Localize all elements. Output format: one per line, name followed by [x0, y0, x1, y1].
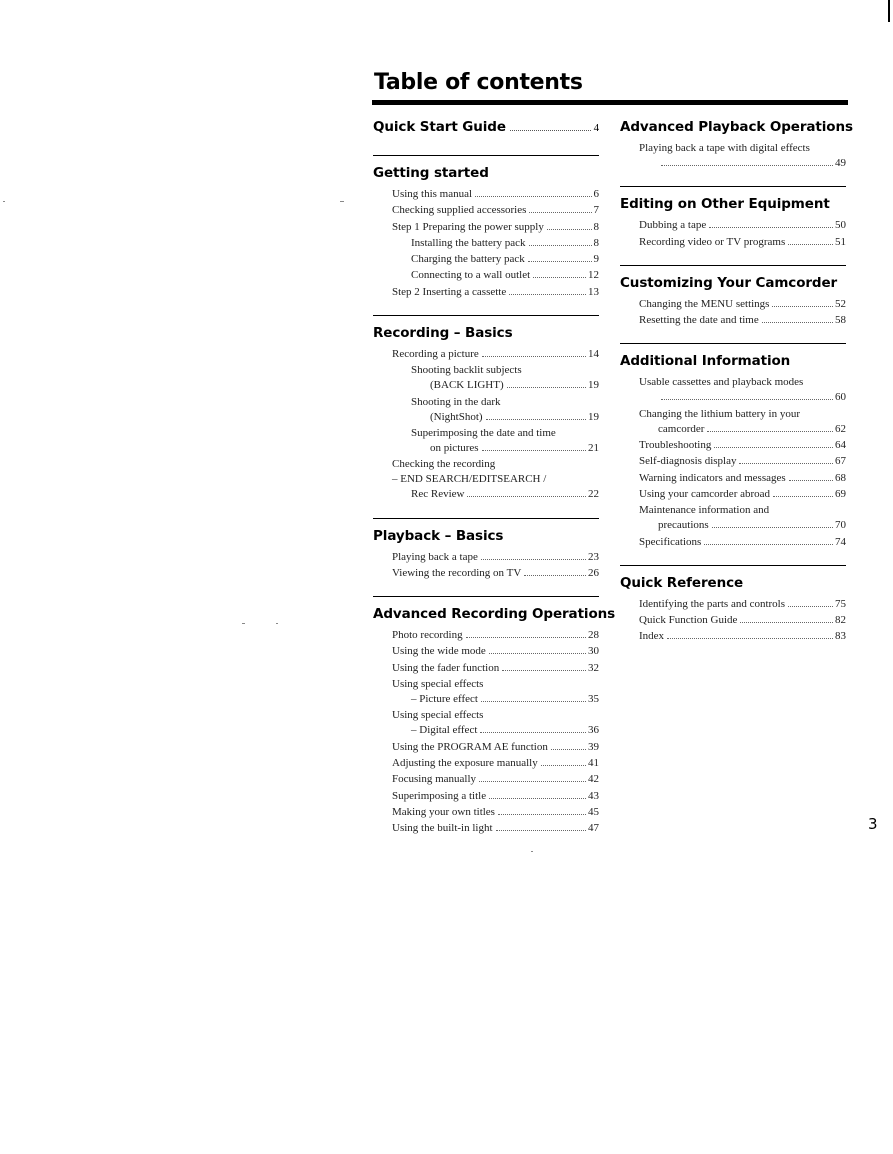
entry-list	[620, 141, 846, 171]
entry-label: Recording a picture	[392, 348, 479, 361]
toc-entry[interactable]	[392, 644, 599, 659]
entry-row	[392, 187, 599, 202]
toc-section	[373, 596, 616, 836]
toc-entry[interactable]	[392, 772, 599, 787]
section-title	[373, 110, 599, 135]
dot-leader	[547, 229, 592, 230]
entry-label: Using the wide mode	[392, 645, 486, 658]
entry-page-number: 62	[835, 422, 846, 435]
dot-leader	[482, 356, 586, 357]
dot-leader	[762, 322, 833, 323]
entry-page-number: 35	[588, 693, 599, 706]
entry-row	[392, 756, 599, 771]
dot-leader	[529, 212, 591, 213]
dot-leader	[481, 701, 586, 702]
entry-label: Quick Function Guide	[639, 614, 738, 627]
toc-entry[interactable]	[392, 220, 599, 235]
dot-leader	[661, 165, 833, 166]
dot-leader	[712, 527, 833, 528]
entry-row	[639, 235, 846, 250]
entry-label: Photo recording	[392, 629, 463, 642]
entry-page-number: 47	[588, 822, 599, 835]
toc-section	[620, 343, 846, 549]
toc-entry[interactable]	[392, 363, 599, 393]
entry-label: Checking supplied accessories	[392, 204, 527, 217]
toc-entry[interactable]	[392, 252, 599, 267]
entry-label: (NightShot)	[430, 410, 483, 423]
entry-label: Focusing manually	[392, 773, 477, 786]
entry-row	[392, 772, 599, 787]
toc-entry[interactable]	[392, 268, 599, 283]
toc-entry[interactable]	[639, 454, 846, 469]
entry-label: Troubleshooting	[639, 439, 712, 452]
entry-page-number: 74	[835, 535, 846, 548]
entry-page-number: 42	[588, 773, 599, 786]
entry-row	[392, 628, 599, 643]
toc-entry[interactable]	[392, 347, 599, 362]
toc-section	[620, 565, 846, 645]
section-spacer	[373, 301, 599, 315]
entry-page-number: 36	[588, 724, 599, 737]
dot-leader	[466, 637, 586, 638]
entry-row	[392, 220, 599, 235]
entry-label: Using the built-in light	[392, 822, 493, 835]
entry-row	[639, 629, 846, 644]
entry-text-line: Changing the lithium battery in your	[639, 407, 801, 420]
entry-text-line: Checking the recording	[392, 458, 496, 471]
toc-entry[interactable]	[639, 471, 846, 486]
entry-page-number: 51	[835, 235, 846, 248]
entry-text-line: Superimposing the date and time	[411, 426, 556, 439]
entry-row	[639, 454, 846, 469]
entry-row	[639, 535, 846, 550]
section-title: Customizing Your Camcorder	[620, 274, 838, 291]
entry-row	[392, 723, 599, 738]
toc-section	[373, 110, 599, 135]
dot-leader	[773, 496, 833, 497]
entry-label: precautions	[658, 519, 709, 532]
toc-section	[373, 518, 599, 581]
dot-leader	[481, 559, 586, 560]
entry-row	[639, 597, 846, 612]
toc-entry[interactable]	[392, 187, 599, 202]
entry-list	[373, 628, 599, 836]
entry-label: Rec Review	[411, 488, 465, 501]
toc-entry[interactable]	[639, 235, 846, 250]
section-spacer	[620, 329, 846, 343]
toc-entry[interactable]	[639, 297, 846, 312]
entry-page-number: 7	[593, 204, 599, 217]
corner-crop-mark	[888, 0, 890, 22]
entry-page-number: 22	[588, 488, 599, 501]
section-spacer	[620, 251, 846, 265]
entry-label: Making your own titles	[392, 805, 495, 818]
toc-entry[interactable]	[639, 218, 846, 233]
entry-label: Specifications	[639, 535, 702, 548]
entry-row	[639, 518, 846, 533]
toc-left-column	[373, 110, 616, 837]
toc-entry[interactable]	[392, 756, 599, 771]
entry-page-number: 26	[588, 566, 599, 579]
toc-entry[interactable]	[639, 629, 846, 644]
entry-list	[620, 597, 846, 645]
scan-speck	[340, 201, 344, 202]
entry-row	[392, 644, 599, 659]
section-title: Advanced Playback Operations	[620, 119, 853, 135]
entry-list	[620, 375, 846, 549]
dot-leader	[509, 294, 586, 295]
dot-leader	[661, 399, 833, 400]
toc-section	[620, 265, 846, 328]
entry-page-number: 49	[835, 157, 846, 169]
toc-entry[interactable]	[392, 677, 599, 707]
section-spacer	[620, 172, 846, 186]
toc-entry[interactable]	[392, 395, 599, 425]
scan-speck	[242, 623, 245, 624]
entry-list	[373, 187, 599, 300]
entry-row	[639, 438, 846, 453]
section-page-number: 4	[593, 122, 599, 134]
dot-leader	[498, 814, 586, 815]
toc-entry[interactable]	[639, 438, 846, 453]
entry-label: Identifying the parts and controls	[639, 597, 786, 610]
entry-page-number: 19	[588, 379, 599, 392]
entry-label: Using the PROGRAM AE function	[392, 740, 548, 753]
dot-leader	[667, 638, 833, 639]
section-spacer	[373, 582, 599, 596]
entry-row	[639, 313, 846, 328]
entry-list	[620, 297, 846, 328]
entry-text-line: Using special effects	[392, 709, 484, 722]
entry-label: Step 2 Inserting a cassette	[392, 285, 507, 298]
toc-entry[interactable]	[639, 503, 846, 533]
toc-entry[interactable]	[639, 535, 846, 550]
toc-entry[interactable]	[639, 487, 846, 502]
scan-speck	[276, 623, 278, 624]
entry-row	[392, 805, 599, 820]
section-title: Editing on Other Equipment	[620, 196, 830, 213]
toc-section	[620, 186, 846, 249]
entry-label: Using the fader function	[392, 661, 500, 674]
entry-text-line: Shooting in the dark	[411, 395, 501, 408]
dot-leader	[489, 653, 586, 654]
section-title: Advanced Recording Operations	[373, 606, 616, 623]
toc-section	[373, 155, 599, 300]
scan-speck	[3, 201, 5, 202]
toc-entry[interactable]	[392, 566, 599, 581]
entry-row	[392, 550, 599, 565]
toc-entry[interactable]	[639, 141, 846, 171]
entry-page-number: 52	[835, 297, 846, 310]
entry-page-number: 50	[835, 219, 846, 232]
entry-text-line: Playing back a tape with digital effects	[639, 142, 810, 154]
entry-label: (BACK LIGHT)	[430, 379, 504, 392]
entry-page-number: 43	[588, 789, 599, 802]
toc-section	[373, 315, 599, 502]
entry-row	[392, 347, 599, 362]
page-number: 3	[868, 815, 878, 833]
entry-page-number: 83	[835, 630, 846, 643]
toc-entry[interactable]	[392, 708, 599, 738]
entry-page-number: 64	[835, 439, 846, 452]
section-spacer	[620, 551, 846, 565]
toc-right-column	[620, 110, 853, 646]
entry-label: Index	[639, 630, 665, 643]
dot-leader	[707, 431, 833, 432]
toc-entry[interactable]	[639, 613, 846, 628]
entry-label: Self-diagnosis display	[639, 455, 737, 468]
entry-row	[639, 390, 846, 405]
section-title-label: Quick Start Guide	[373, 119, 506, 135]
toc-entry[interactable]	[639, 407, 846, 437]
entry-page-number: 12	[588, 269, 599, 282]
entry-page-number: 39	[588, 740, 599, 753]
entry-row	[639, 487, 846, 502]
entry-row	[639, 422, 846, 437]
entry-row	[411, 410, 599, 425]
entry-row	[411, 252, 599, 267]
entry-label: Using your camcorder abroad	[639, 487, 771, 500]
entry-page-number: 45	[588, 805, 599, 818]
section-spacer	[373, 141, 599, 155]
entry-row	[639, 471, 846, 486]
dot-leader	[533, 277, 586, 278]
entry-row	[392, 661, 599, 676]
dot-leader	[475, 196, 591, 197]
toc-entry[interactable]	[639, 313, 846, 328]
entry-text-line: Using special effects	[392, 678, 484, 691]
dot-leader	[486, 419, 586, 420]
section-title: Recording – Basics	[373, 325, 513, 342]
entry-list	[373, 347, 599, 502]
entry-page-number: 8	[593, 236, 599, 249]
dot-leader	[467, 496, 586, 497]
section-title: Additional Information	[620, 353, 791, 370]
toc-entry[interactable]	[392, 628, 599, 643]
entry-page-number: 60	[835, 391, 846, 404]
entry-list	[620, 218, 846, 249]
dot-leader	[510, 130, 591, 131]
entry-label: Changing the MENU settings	[639, 297, 770, 310]
entry-page-number: 23	[588, 550, 599, 563]
entry-label: – Picture effect	[411, 693, 478, 706]
dot-leader	[788, 606, 833, 607]
entry-row	[411, 378, 599, 393]
entry-label: Dubbing a tape	[639, 219, 707, 232]
section-title: Playback – Basics	[373, 527, 504, 544]
entry-row	[392, 789, 599, 804]
dot-leader	[480, 732, 586, 733]
entry-label: camcorder	[658, 422, 705, 435]
entry-page-number: 75	[835, 597, 846, 610]
entry-label: Viewing the recording on TV	[392, 566, 522, 579]
entry-row	[639, 218, 846, 233]
page-title: Table of contents	[374, 70, 583, 95]
section-title: Quick Reference	[620, 574, 744, 591]
entry-label: Superimposing a title	[392, 789, 487, 802]
scan-speck	[531, 851, 533, 852]
entry-label: Resetting the date and time	[639, 314, 759, 327]
entry-page-number: 32	[588, 661, 599, 674]
dot-leader	[704, 544, 833, 545]
entry-page-number: 41	[588, 756, 599, 769]
entry-page-number: 70	[835, 519, 846, 532]
entry-page-number: 14	[588, 348, 599, 361]
dot-leader	[524, 575, 586, 576]
toc-entry[interactable]	[392, 789, 599, 804]
entry-list	[373, 550, 599, 581]
entry-page-number: 58	[835, 314, 846, 327]
entry-label: Connecting to a wall outlet	[411, 269, 531, 282]
entry-text-line: Shooting backlit subjects	[411, 364, 522, 377]
entry-label: Adjusting the exposure manually	[392, 756, 538, 769]
toc-section	[620, 110, 853, 171]
title-rule	[372, 100, 848, 105]
dot-leader	[714, 447, 833, 448]
toc-entry[interactable]	[392, 236, 599, 251]
dot-leader	[709, 227, 833, 228]
entry-label: Recording video or TV programs	[639, 235, 786, 248]
entry-page-number: 82	[835, 614, 846, 627]
entry-row	[392, 821, 599, 836]
entry-row	[392, 203, 599, 218]
entry-label: Playing back a tape	[392, 550, 478, 563]
dot-leader	[541, 765, 586, 766]
dot-leader	[788, 244, 833, 245]
dot-leader	[740, 622, 833, 623]
entry-row	[411, 236, 599, 251]
toc-entry[interactable]	[392, 661, 599, 676]
dot-leader	[772, 306, 833, 307]
entry-row	[639, 613, 846, 628]
entry-row	[392, 740, 599, 755]
entry-page-number: 30	[588, 645, 599, 658]
entry-page-number: 8	[593, 220, 599, 233]
dot-leader	[479, 781, 586, 782]
entry-text-line: Maintenance information and	[639, 504, 770, 517]
entry-label: Using this manual	[392, 188, 473, 200]
entry-row	[392, 285, 599, 300]
entry-row	[639, 297, 846, 312]
entry-label: Charging the battery pack	[411, 253, 525, 266]
dot-leader	[482, 450, 586, 451]
toc-entry[interactable]	[392, 740, 599, 755]
entry-page-number: 28	[588, 629, 599, 642]
entry-label: on pictures	[430, 441, 479, 454]
entry-page-number: 67	[835, 455, 846, 468]
entry-page-number: 68	[835, 471, 846, 484]
entry-row	[392, 566, 599, 581]
toc-entry[interactable]	[392, 426, 599, 456]
entry-page-number: 21	[588, 441, 599, 454]
dot-leader	[496, 830, 586, 831]
entry-page-number: 9	[593, 253, 599, 266]
dot-leader	[507, 387, 586, 388]
entry-page-number: 19	[588, 410, 599, 423]
entry-row	[392, 487, 599, 502]
dot-leader	[529, 245, 592, 246]
entry-row	[411, 441, 599, 456]
dot-leader	[528, 261, 592, 262]
entry-page-number: 13	[588, 285, 599, 298]
dot-leader	[789, 480, 833, 481]
entry-row	[392, 692, 599, 707]
dot-leader	[551, 749, 586, 750]
dot-leader	[489, 798, 586, 799]
toc-entry[interactable]	[392, 550, 599, 565]
entry-text-line: – END SEARCH/EDITSEARCH /	[392, 473, 547, 486]
entry-text-line: Usable cassettes and playback modes	[639, 376, 804, 389]
entry-label: Installing the battery pack	[411, 236, 526, 249]
section-spacer	[373, 504, 599, 518]
entry-label: Warning indicators and messages	[639, 471, 786, 484]
entry-row	[639, 156, 846, 171]
dot-leader	[502, 670, 586, 671]
section-title: Getting started	[373, 165, 489, 181]
entry-label: – Digital effect	[411, 724, 478, 737]
toc-entry[interactable]	[392, 805, 599, 820]
toc-entry[interactable]	[392, 203, 599, 218]
toc-entry[interactable]	[639, 597, 846, 612]
dot-leader	[739, 463, 833, 464]
toc-entry[interactable]	[392, 457, 599, 502]
toc-entry[interactable]	[639, 375, 846, 405]
toc-entry[interactable]	[392, 821, 599, 836]
entry-row	[411, 268, 599, 283]
entry-page-number: 6	[593, 188, 599, 200]
entry-label: Step 1 Preparing the power supply	[392, 220, 544, 233]
toc-entry[interactable]	[392, 285, 599, 300]
entry-page-number: 69	[835, 487, 846, 500]
